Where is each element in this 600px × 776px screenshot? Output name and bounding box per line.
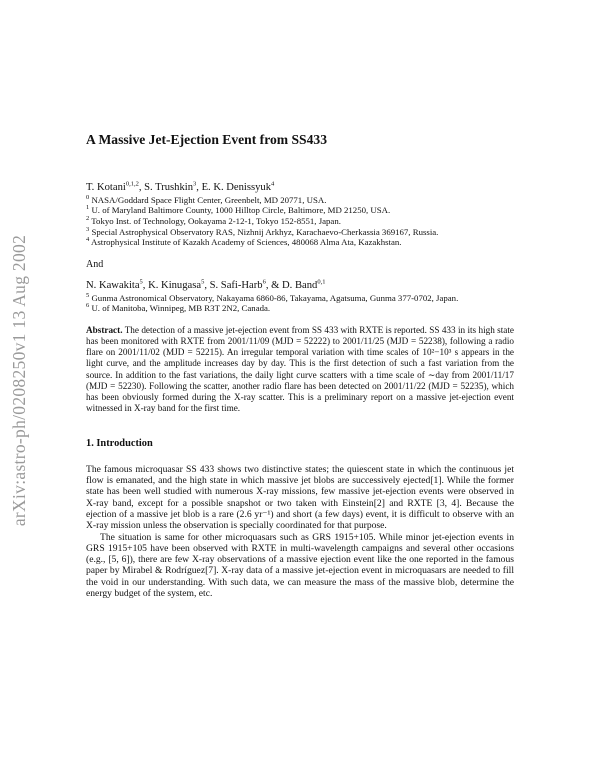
affiliation-marker: 2 [86, 215, 90, 223]
paper-title: A Massive Jet-Ejection Event from SS433 [86, 132, 328, 147]
author-name: S. Safi-Harb [209, 280, 263, 292]
affiliation-marker: 4 [86, 236, 90, 244]
introduction-body [86, 464, 514, 600]
affiliation-text: Gunma Astronomical Observatory, Nakayama 6860-86, Takayama, Agatsuma, Gunma 377-0702, Japan. [91, 292, 459, 303]
affiliation-marker: 3 [86, 225, 90, 233]
introduction-paragraph-2: The situation is same for other microquasars such as GRS 1915+105. While minor jet-ejection events in GRS 1915+105 have been observed with RXTE in multi-wavelength campaigns and several other occasions (e.g., [5, 6]), there are few X-ray observations of a massive ejection event like the one reported in the famous paper by Mirabel & Rodríguez[7]. X-ray data of a massive jet-ejection event in microquasars are needed to fill the void in our understanding. With such data, we can measure the mass of the massive blob, determine the energy budget of the system, etc. [86, 531, 514, 600]
author-affiliation-marker: 5 [139, 278, 143, 286]
affiliation-line [86, 205, 514, 216]
affiliation-marker: 0 [86, 193, 90, 201]
author-list-1 [86, 182, 514, 193]
affiliation-text: Special Astrophysical Observatory RAS, Nizhnij Arkhyz, Karachaevo-Cherkassia 369167, Russia. [91, 226, 439, 237]
author-list-2 [86, 280, 514, 291]
author-name: T. Kotani [86, 182, 126, 194]
author-separator: , [204, 280, 210, 292]
author-affiliation-marker: 0,1,2 [125, 180, 139, 188]
affiliation-line [86, 216, 514, 227]
and-separator: And [86, 258, 104, 270]
author-affiliation-marker: 0,1 [317, 278, 326, 286]
author-separator: , [196, 182, 202, 194]
abstract-label: Abstract. [86, 324, 123, 335]
affiliation-list-2 [86, 293, 514, 314]
author-name: E. K. Denissyuk [201, 182, 272, 194]
section-heading-introduction: 1. Introduction [86, 438, 153, 450]
affiliation-marker: 6 [86, 302, 90, 310]
paper-page [86, 134, 514, 599]
abstract-text: The detection of a massive jet-ejection event from SS 433 with RXTE is reported. SS 433 in its high state has been monitored with RXTE from 2001/11/09 (MJD = 52222) to 2001/11/25 (MJD = 52238), following a radio flare on 2001/11/02 (MJD = 52215). An irregular temporal variation with time scales of 10²−10³ s appears in the light curve, and the amplitude increases day by day. This is the first detection of such a fast variation from the source. In addition to the fast variations, the daily light curve scatters with a time scale of ∼day from 2001/11/17 (MJD = 52230). Following the scatter, another radio flare has been detected on 2001/11/22 (MJD = 52235), which has been obviously formed during the X-ray scatter. This is a preliminary report on a massive jet-ejection event witnessed in X-ray band for the first time. [86, 324, 514, 414]
affiliation-line [86, 195, 514, 206]
affiliation-list-1 [86, 195, 514, 248]
author-affiliation-marker: 4 [271, 180, 275, 188]
introduction-paragraph-1: The famous microquasar SS 433 shows two distinctive states; the quiescent state in which the continuous jet flow is emanated, and the high state in which massive jet blobs are successively ejected[1]. While the former state has been well studied with numerous X-ray missions, few massive jet-ejection events were observed in X-ray band, except for a possible snapshot or two taken with Einstein[2] and RXTE [3, 4]. Because the ejection of a massive jet blob is a rare (2.6 yr⁻¹) and short (a few days) event, it is difficult to observe with an X-ray mission unless the observation is specially coordinated for that purpose. [86, 463, 514, 532]
author-affiliation-marker: 6 [262, 278, 266, 286]
affiliation-text: Tokyo Inst. of Technology, Ookayama 2-12-1, Tokyo 152-8551, Japan. [91, 216, 341, 226]
author-separator: , [138, 182, 145, 194]
affiliation-marker: 5 [86, 291, 90, 299]
author-affiliation-marker: 5 [201, 278, 205, 286]
abstract [86, 325, 514, 415]
author-name: S. Trushkin [144, 182, 194, 194]
author-name: D. Band [282, 280, 318, 292]
affiliation-line [86, 293, 514, 304]
author-name: K. Kinugasa [148, 280, 202, 292]
author-separator: , & [265, 280, 283, 292]
affiliation-line [86, 227, 514, 238]
affiliation-line [86, 237, 514, 248]
affiliation-text: Astrophysical Institute of Kazakh Academy of Sciences, 480068 Alma Ata, Kazakhstan. [90, 237, 402, 248]
affiliation-marker: 1 [86, 204, 90, 212]
affiliation-text: NASA/Goddard Space Flight Center, Greenbelt, MD 20771, USA. [91, 194, 327, 205]
arxiv-stamp-text: arXiv:astro-ph/0208250v1 13 Aug 2002 [9, 234, 30, 526]
author-name: N. Kawakita [86, 280, 140, 292]
affiliation-text: U. of Manitoba, Winnipeg, MB R3T 2N2, Canada. [91, 303, 271, 314]
arxiv-stamp [4, 210, 36, 550]
affiliation-text: U. of Maryland Baltimore County, 1000 Hilltop Circle, Baltimore, MD 21250, USA. [91, 205, 391, 216]
author-separator: , [142, 280, 149, 292]
affiliation-line [86, 303, 514, 314]
author-affiliation-marker: 3 [193, 180, 197, 188]
